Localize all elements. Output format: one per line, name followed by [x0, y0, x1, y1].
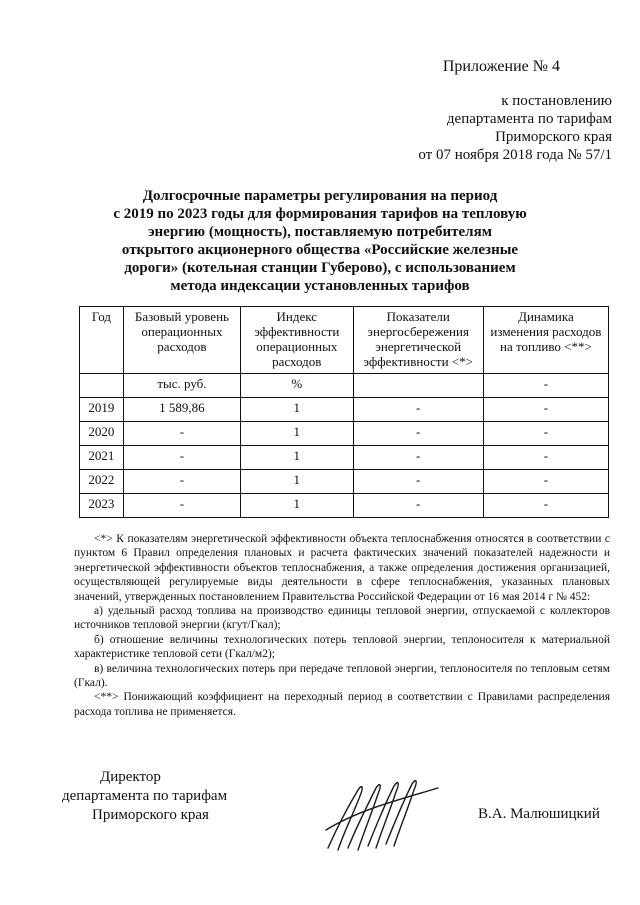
- cell-index: 1: [241, 398, 353, 422]
- cell-energy: -: [353, 422, 483, 446]
- cell-index: 1: [241, 494, 353, 518]
- cell-year: 2020: [80, 422, 124, 446]
- cell-base: -: [123, 446, 240, 470]
- title-line: с 2019 по 2023 годы для формирования тарифов на тепловую: [113, 206, 527, 222]
- table-row: [80, 422, 609, 446]
- resolution-reference: [352, 92, 612, 164]
- header-energy-saving: Показатели энергосбережения энергетической эффективности <*>: [353, 307, 483, 374]
- footnote-fuel-coefficient: <**> Понижающий коэффициент на переходный период в соответствии с Правилами распределения расхода топлива не применяется.: [74, 691, 610, 718]
- table-row: [80, 494, 609, 518]
- title-line: Долгосрочные параметры регулирования на период: [142, 188, 498, 204]
- title-line: метода индексации установленных тарифов: [170, 278, 470, 294]
- header-year: Год: [80, 307, 124, 374]
- cell-year: 2023: [80, 494, 124, 518]
- appendix-number: Приложение № 4: [442, 58, 560, 75]
- unit-base: тыс. руб.: [123, 374, 240, 398]
- footnote-energy-indicators: <*> К показателям энергетической эффективности объекта теплоснабжения относятся в соответствии с пунктом 6 Правил определения плановых и расчета фактических значений показателей надежности и энергетической эффективности объектов теплоснабжения, а также определения достижения организацией, осуществляющей регулируемые виды деятельности в сфере теплоснабжения, указанных плановых значений, утвержденных постановлением Правительства Российской Федерации от 16 мая 2014 г № 452:: [74, 533, 610, 603]
- position-line: департамента по тарифам: [62, 788, 228, 804]
- cell-year: 2019: [80, 398, 124, 422]
- cell-base: 1 589,86: [123, 398, 240, 422]
- unit-energy: [353, 374, 483, 398]
- cell-year: 2022: [80, 470, 124, 494]
- cell-fuel: -: [483, 446, 608, 470]
- cell-index: 1: [241, 422, 353, 446]
- cell-energy: -: [353, 398, 483, 422]
- header-efficiency-index: Индекс эффективности операционных расходов: [241, 307, 353, 374]
- cell-fuel: -: [483, 422, 608, 446]
- unit-year: [80, 374, 124, 398]
- cell-index: 1: [241, 470, 353, 494]
- unit-index: %: [241, 374, 353, 398]
- cell-fuel: -: [483, 494, 608, 518]
- header-fuel-dynamics: Динамика изменения расходов на топливо <**>: [483, 307, 608, 374]
- cell-base: -: [123, 494, 240, 518]
- table-header-row: [80, 307, 609, 374]
- cell-base: -: [123, 470, 240, 494]
- ref-line: департамента по тарифам: [446, 111, 612, 127]
- cell-index: 1: [241, 446, 353, 470]
- title-line: энергию (мощность), поставляемую потребителям: [148, 224, 492, 240]
- table-row: [80, 446, 609, 470]
- footnote-item-a: а) удельный расход топлива на производство единицы тепловой энергии, отпускаемой с коллекторов источников тепловой энергии (кгут/Гкал);: [74, 605, 610, 632]
- title-line: дороги» (котельная станции Губерово), с использованием: [124, 260, 516, 276]
- position-line: Приморского края: [92, 807, 209, 823]
- cell-energy: -: [353, 470, 483, 494]
- cell-year: 2021: [80, 446, 124, 470]
- table-units-row: [80, 374, 609, 398]
- footnote-item-b: б) отношение величины технологических потерь тепловой энергии, теплоносителя к материальной характеристике тепловой сети (Гкал/м2);: [74, 633, 610, 661]
- table-row: [80, 398, 609, 422]
- footnote-item-c: в) величина технологических потерь при передаче тепловой энергии, теплоносителя по тепловым сетям (Гкал).: [74, 662, 610, 690]
- document-title: [90, 187, 550, 295]
- header-base-level: Базовый уровень операционных расходов: [123, 307, 240, 374]
- cell-base: -: [123, 422, 240, 446]
- footnotes: [74, 532, 610, 719]
- unit-fuel: -: [483, 374, 608, 398]
- position-line: Директор: [100, 769, 161, 785]
- cell-energy: -: [353, 494, 483, 518]
- handwritten-signature: [318, 770, 448, 858]
- title-line: открытого акционерного общества «Российские железные: [121, 242, 519, 258]
- ref-line: к постановлению: [501, 93, 612, 109]
- signatory-name: В.А. Малюшицкий: [478, 806, 600, 822]
- cell-energy: -: [353, 446, 483, 470]
- cell-fuel: -: [483, 398, 608, 422]
- ref-line: от 07 ноября 2018 года № 57/1: [418, 147, 612, 163]
- table-row: [80, 470, 609, 494]
- ref-line: Приморского края: [495, 129, 612, 145]
- cell-fuel: -: [483, 470, 608, 494]
- parameters-table: [79, 306, 609, 518]
- signatory-position: [62, 768, 227, 825]
